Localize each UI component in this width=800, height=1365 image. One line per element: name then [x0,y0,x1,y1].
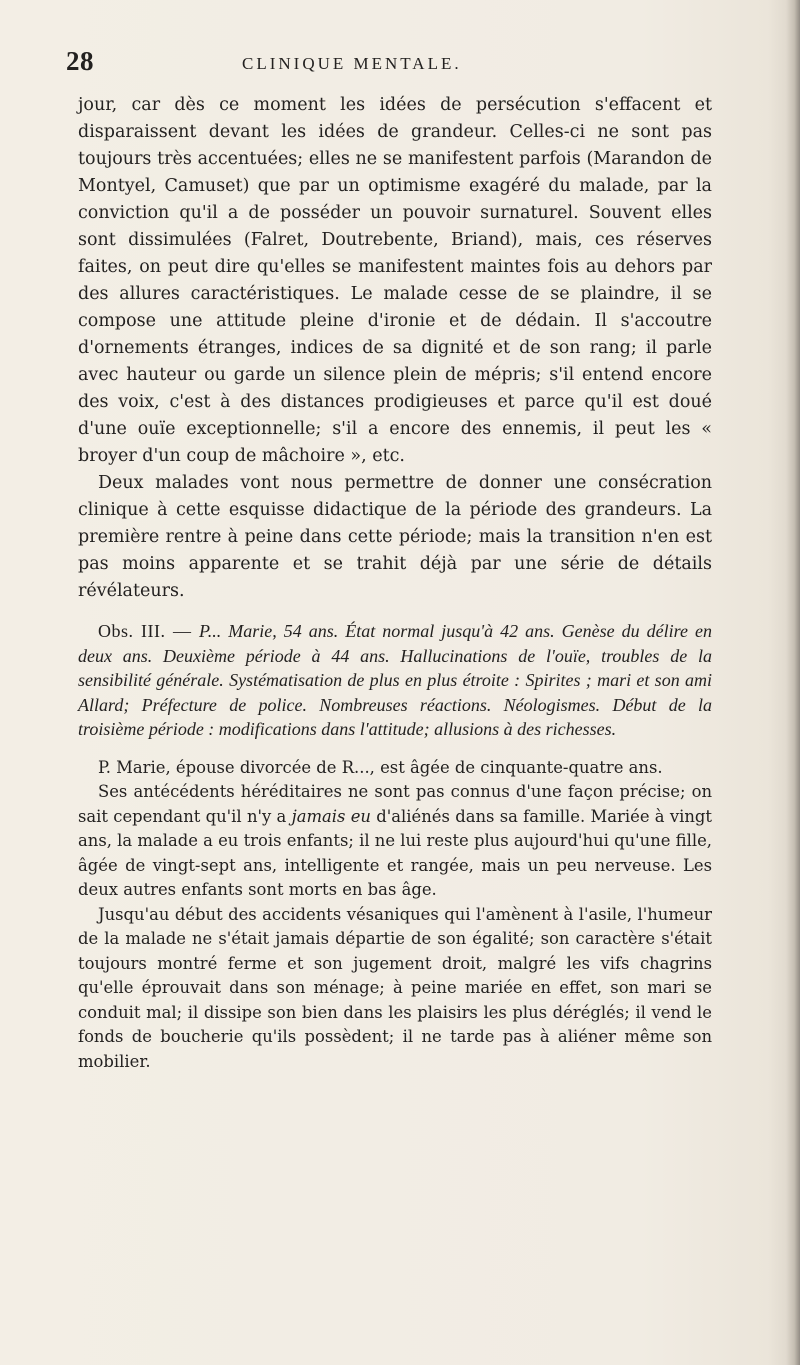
page-number: 28 [66,46,94,76]
case-paragraph-identity: P. Marie, épouse divorcée de R..., est âgée de cinquante-quatre ans. [98,757,663,777]
body-text [78,92,712,1074]
paragraph-transition: Deux malades vont nous permettre de donner une consécration clinique à cette esquisse didactique de la période des grandeurs. La première rentre à peine dans cette période; mais la transition n'en est pas moins apparente et se trahit déjà par une série de détails révélateurs. [78,473,712,601]
observation-heading [78,619,712,742]
observation-summary: P... Marie, 54 ans. État normal jusqu'à 42 ans. Genèse du délire en deux ans. Deuxième période à 44 ans. Hallucinations de l'ouïe, troubles de la sensibilité générale. Systématisation de plus en plus étroite : Spirites ; mari et son ami Allard; Préfecture de police. Nombreuses réactions. Néologismes. Début de la troisième période : modifications dans l'attitude; allusions à des richesses. [78,621,712,739]
case-text: Ses antécédents héréditaires ne sont pas connus d'une façon précise; on sait cependant qu'il n'y a [78,782,712,826]
running-title: CLINIQUE MENTALE. [242,54,462,73]
observation-label: Obs. III. — [98,621,200,641]
page-edge-shadow [786,0,800,1365]
case-emphasis: jamais eu [291,806,371,826]
case-text: d'aliénés dans sa famille. Mariée à vingt ans, la malade a eu trois enfants; il ne lui reste plus aujourd'hui qu'une fille, âgée de vingt-sept ans, intelligente et rangée, mais un peu nerveuse. Les deux autres enfants sont morts en bas âge. [78,806,713,899]
page-header [66,46,726,80]
case-paragraph-history: Jusqu'au début des accidents vésaniques qui l'amènent à l'asile, l'humeur de la malade ne s'était jamais départie de son égalité; son caractère s'était toujours montré ferme et son jugement droit, malgré les vifs chagrins qu'elle éprouvait dans son ménage; à peine mariée en effet, son mari se conduit mal; il dissipe son bien dans les plaisirs les plus déréglés; il vend le fonds de boucherie qu'ils possèdent; il ne tarde pas à aliéner même son mobilier. [78,904,712,1071]
paragraph-continuation: jour, car dès ce moment les idées de persécution s'effacent et disparaissent devant les idées de grandeur. Celles-ci ne sont pas toujours très accentuées; elles ne se manifestent parfois (Marandon de Montyel, Camuset) que par un optimisme exagéré du malade, par la conviction qu'il a de posséder un pouvoir surnaturel. Souvent elles sont dissimulées (Falret, Doutrebente, Briand), mais, ces réserves faites, on peut dire qu'elles se manifestent maintes fois au dehors par des allures caractéristiques. Le malade cesse de se plaindre, il se compose une attitude pleine d'ironie et de dédain. Il s'accoutre d'ornements étranges, indices de sa dignité et de son rang; il parle avec hauteur ou garde un silence plein de mépris; s'il entend encore des voix, c'est à des distances prodigieuses et parce qu'il est doué d'une ouïe exceptionnelle; s'il a encore des ennemis, il peut les « broyer d'un coup de mâchoire », etc. [78,95,712,466]
case-paragraph-heredity [78,780,712,903]
